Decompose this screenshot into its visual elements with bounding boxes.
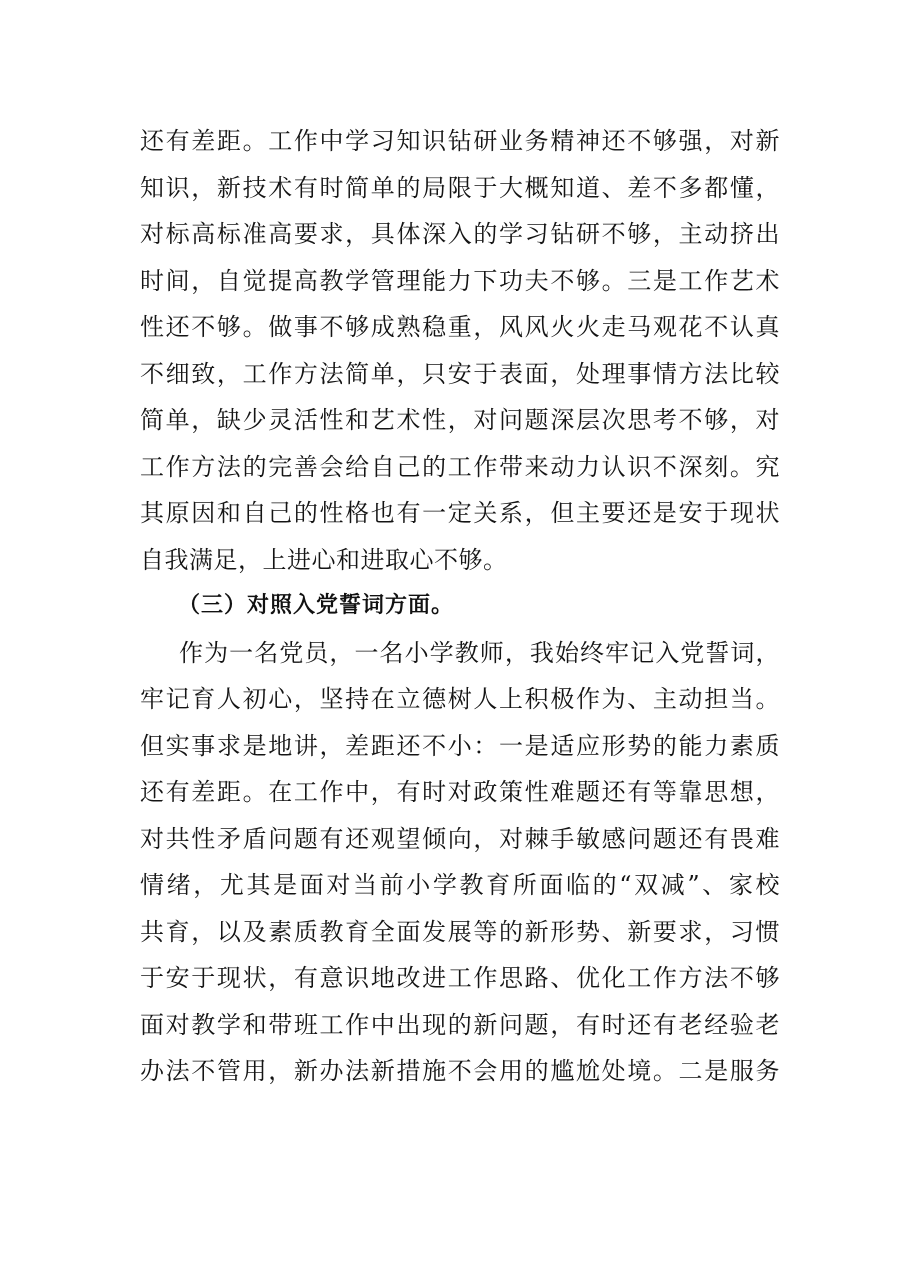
text-line: 情绪，尤其是面对当前小学教育所面临的“双减”、家校 bbox=[140, 871, 780, 899]
section-heading: （三）对照入党誓词方面。 bbox=[178, 593, 455, 618]
text-line: 不细致，工作方法简单，只安于表面，处理事情方法比较 bbox=[140, 359, 780, 388]
paragraph-1 bbox=[140, 118, 780, 583]
text-line: 简单，缺少灵活性和艺术性，对问题深层次思考不够，对 bbox=[140, 406, 780, 434]
text-line: 知识，新技术有时简单的局限于大概知道、差不多都懂， bbox=[140, 173, 780, 202]
text-line: 自我满足，上进心和进取心不够。 bbox=[140, 545, 508, 574]
text-line: 对标高标准高要求，具体深入的学习钻研不够，主动挤出 bbox=[140, 220, 780, 248]
text-line: 办法不管用，新办法新措施不会用的尴尬处境。二是服务 bbox=[140, 1057, 780, 1085]
text-line: 时间，自觉提高教学管理能力下功夫不够。三是工作艺术 bbox=[140, 266, 780, 295]
paragraph-2 bbox=[140, 630, 780, 1095]
text-line: 面对教学和带班工作中出现的新问题，有时还有老经验老 bbox=[140, 1010, 780, 1039]
text-line: 牢记育人初心，坚持在立德树人上积极作为、主动担当。 bbox=[140, 685, 780, 713]
text-line: 还有差距。在工作中，有时对政策性难题还有等靠思想， bbox=[140, 778, 780, 806]
text-line: 共育，以及素质教育全面发展等的新形势、新要求，习惯 bbox=[140, 917, 780, 946]
text-line: 对共性矛盾问题有还观望倾向，对棘手敏感问题还有畏难 bbox=[140, 824, 780, 853]
text-line: 性还不够。做事不够成熟稳重，风风火火走马观花不认真 bbox=[140, 313, 780, 341]
document-body bbox=[140, 118, 780, 1095]
text-line: 工作方法的完善会给自己的工作带来动力认识不深刻。究 bbox=[140, 452, 780, 481]
text-line: 但实事求是地讲，差距还不小：一是适应形势的能力素质 bbox=[140, 731, 780, 760]
text-line: 于安于现状，有意识地改进工作思路、优化工作方法不够 bbox=[140, 964, 780, 992]
text-line: 其原因和自己的性格也有一定关系，但主要还是安于现状 bbox=[140, 499, 780, 527]
text-line: 还有差距。工作中学习知识钻研业务精神还不够强，对新 bbox=[140, 127, 780, 155]
text-line: 作为一名党员，一名小学教师，我始终牢记入党誓词， bbox=[179, 638, 780, 667]
